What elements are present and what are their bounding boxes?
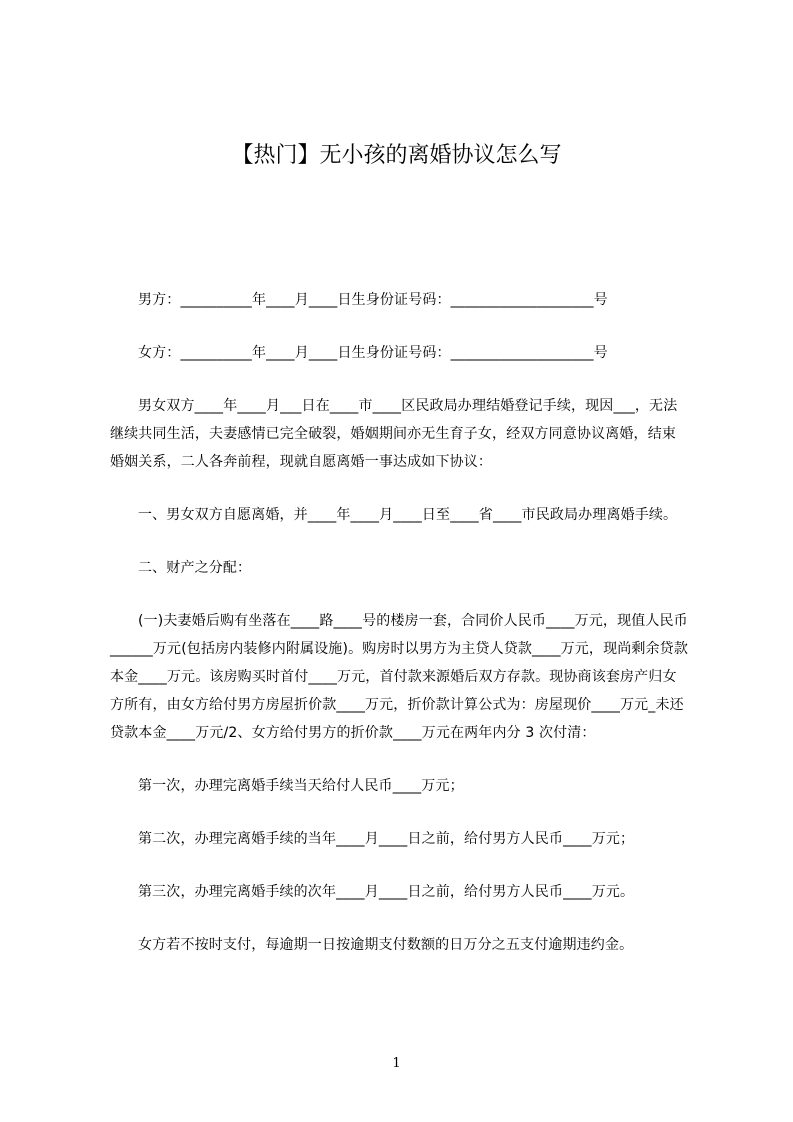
paragraph-payment-first: 第一次，办理完离婚手续当天给付人民币____万元； <box>138 778 464 794</box>
paragraph-property-heading: 二、财产之分配： <box>138 560 252 576</box>
paragraph-husband-info: 男方：__________年____月____日生身份证号码：____________________号 <box>138 292 608 308</box>
paragraph-payment-second: 第二次，办理完离婚手续的当年____月____日之前，给付男方人民币____万元； <box>138 831 635 847</box>
paragraph-payment-third: 第三次，办理完离婚手续的次年____月____日之前，给付男方人民币____万元。 <box>138 884 635 900</box>
document-body <box>110 286 688 959</box>
document-title: 【热门】无小孩的离婚协议怎么写 <box>231 143 562 168</box>
page-number: 1 <box>392 1056 401 1071</box>
paragraph-late-penalty: 女方若不按时支付，每逾期一日按逾期支付数额的日万分之五支付逾期违约金。 <box>138 937 634 953</box>
paragraph-preamble: 男女双方____年____月___日在____市____区民政局办理结婚登记手续，现因___，无法继续共同生活，夫妻感情已完全破裂，婚姻期间亦无生育子女，经双方同意协议离婚，结束婚姻关系，二人各奔前程，现就自愿离婚一事达成如下协议： <box>110 398 678 470</box>
paragraph-property-house: (一)夫妻婚后购有坐落在____路____号的楼房一套，合同价人民币____万元，现值人民币______万元(包括房内装修内附属设施)。购房时以男方为主贷人贷款____万元，现尚剩余贷款本金____万元。该房购买时首付____万元，首付款来源婚后双方存款。现协商该套房产归女方所有，由女方给付男方房屋折价款____万元，折价款计算公式为：房屋现价____万元_未还贷款本金____万元/2、女方给付男方的折价款____万元在两年内分 3 次付清： <box>110 613 688 741</box>
paragraph-wife-info: 女方：__________年____月____日生身份证号码：____________________号 <box>138 345 608 361</box>
paragraph-clause-one: 一、男女双方自愿离婚，并____年____月____日至____省____市民政局办理离婚手续。 <box>138 507 678 523</box>
